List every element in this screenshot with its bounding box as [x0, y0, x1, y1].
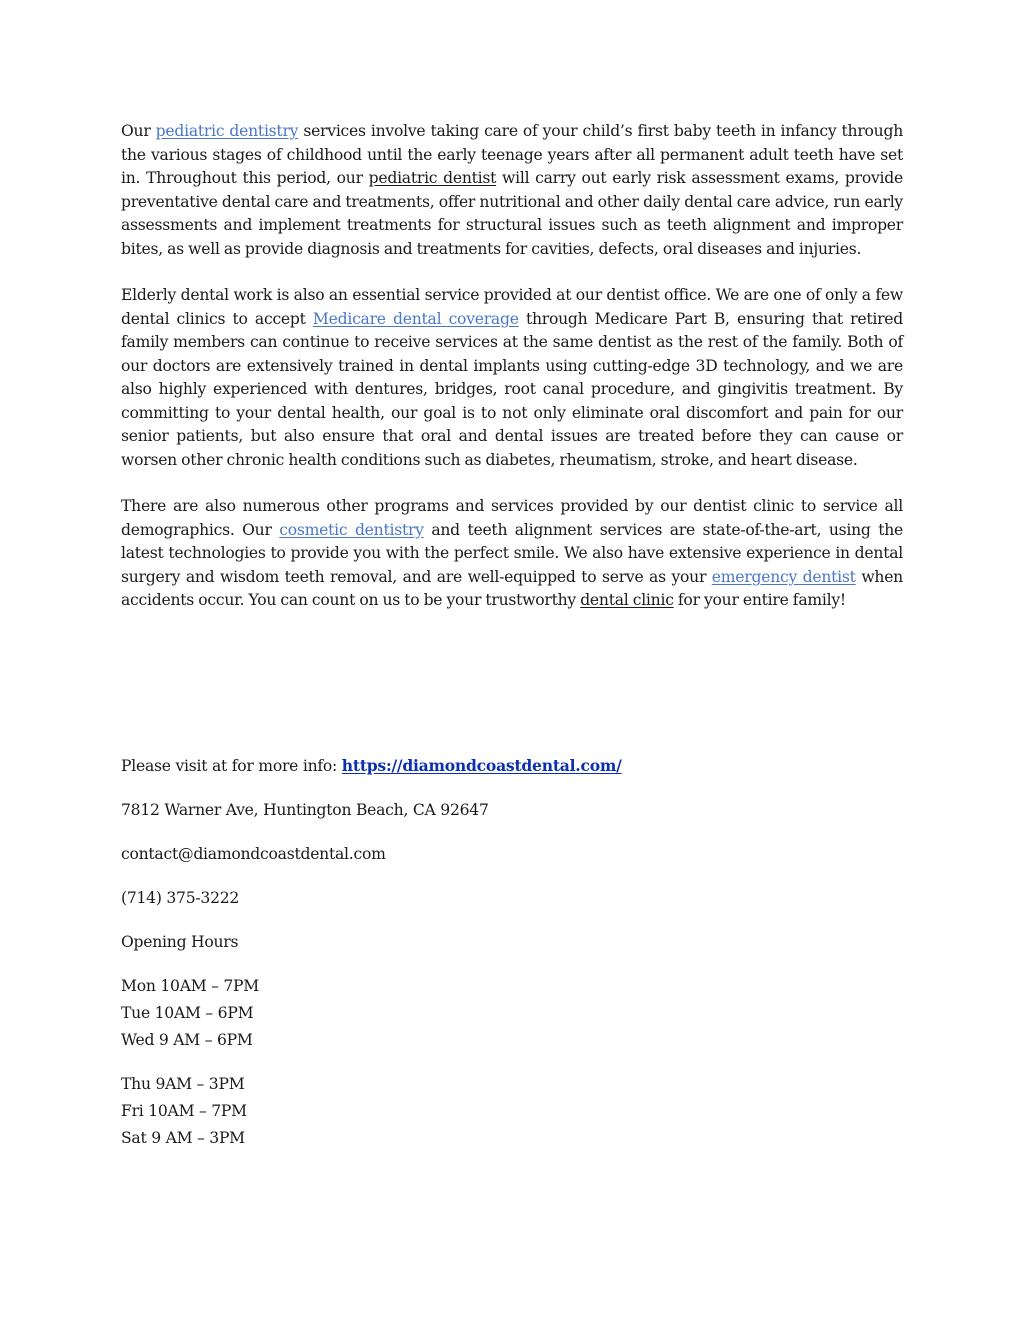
- paragraph-programs: [121, 495, 903, 613]
- dental-clinic-link[interactable]: dental clinic: [580, 591, 674, 609]
- paragraph-text: There are also numerous other programs and services provided by our dentist clinic to service all demographics. Our: [121, 497, 903, 539]
- hours-row-fri: Fri 10AM – 7PM: [121, 1102, 247, 1120]
- paragraph-text: Our: [121, 122, 151, 140]
- paragraph-text: through Medicare Part B, ensuring that retired family members can continue to receive services at the same dentist as the rest of the family. Both of our doctors are extensively trained in dental implants using cutting-edge 3D technology, and we are also highly experienced with dentures, bridges, root canal procedure, and gingivitis treatment. By committing to your dental health, our goal is to not only eliminate oral discomfort and pain for our senior patients, but also ensure that oral and dental issues are treated before they can cause or worsen other chronic health conditions such as diabetes, rheumatism, stroke, and heart disease.: [121, 309, 903, 469]
- paragraph-text: and teeth alignment services are state-of-the-art, using the latest technologies to provide you with the perfect smile. We also have extensive experience in dental surgery and wisdom teeth removal, and are well-equipped to serve as your: [121, 520, 903, 586]
- website-link[interactable]: https://diamondcoastdental.com/: [341, 756, 622, 775]
- contact-info: [121, 752, 903, 1169]
- paragraph-text: for your entire family!: [677, 591, 846, 609]
- hours-group-late-week: [121, 1071, 903, 1152]
- paragraph-elderly: [121, 284, 903, 472]
- email: contact@diamondcoastdental.com: [121, 845, 386, 863]
- paragraph-text: when accidents occur. You can count on us to be your trustworthy: [121, 567, 903, 609]
- pediatric-dentistry-link[interactable]: pediatric dentistry: [155, 122, 299, 140]
- hours-row-mon: Mon 10AM – 7PM: [121, 977, 260, 995]
- visit-label: Please visit at for more info:: [121, 757, 338, 775]
- paragraph-text: will carry out early risk assessment exams, provide preventative dental care and treatments, offer nutritional and other daily dental care advice, run early assessments and implement treatments for structural issues such as teeth alignment and improper bites, as well as provide diagnosis and treatments for cavities, defects, oral diseases and injuries.: [121, 169, 903, 258]
- opening-hours-title: Opening Hours: [121, 933, 239, 951]
- pediatric-dentist-link[interactable]: pediatric dentist: [368, 169, 497, 187]
- hours-row-tue: Tue 10AM – 6PM: [121, 1004, 254, 1022]
- paragraph-text: services involve taking care of your child’s first baby teeth in infancy through the various stages of childhood until the early teenage years after all permanent adult teeth have set in. Throughout this period, our: [121, 122, 903, 187]
- address: 7812 Warner Ave, Huntington Beach, CA 92647: [121, 801, 489, 819]
- hours-row-sat: Sat 9 AM – 3PM: [121, 1129, 245, 1147]
- medicare-dental-coverage-link[interactable]: Medicare dental coverage: [312, 309, 519, 328]
- emergency-dentist-link[interactable]: emergency dentist: [711, 567, 856, 586]
- article-body: [121, 120, 903, 636]
- phone: (714) 375-3222: [121, 889, 240, 907]
- hours-row-thu: Thu 9AM – 3PM: [121, 1075, 245, 1093]
- hours-group-weekdays: [121, 973, 903, 1054]
- visit-line: [121, 752, 903, 780]
- paragraph-pediatric: [121, 120, 903, 261]
- hours-row-wed: Wed 9 AM – 6PM: [121, 1031, 253, 1049]
- paragraph-text: Elderly dental work is also an essential service provided at our dentist office. We are one of only a few dental clinics to accept: [121, 286, 903, 328]
- cosmetic-dentistry-link[interactable]: cosmetic dentistry: [279, 520, 424, 539]
